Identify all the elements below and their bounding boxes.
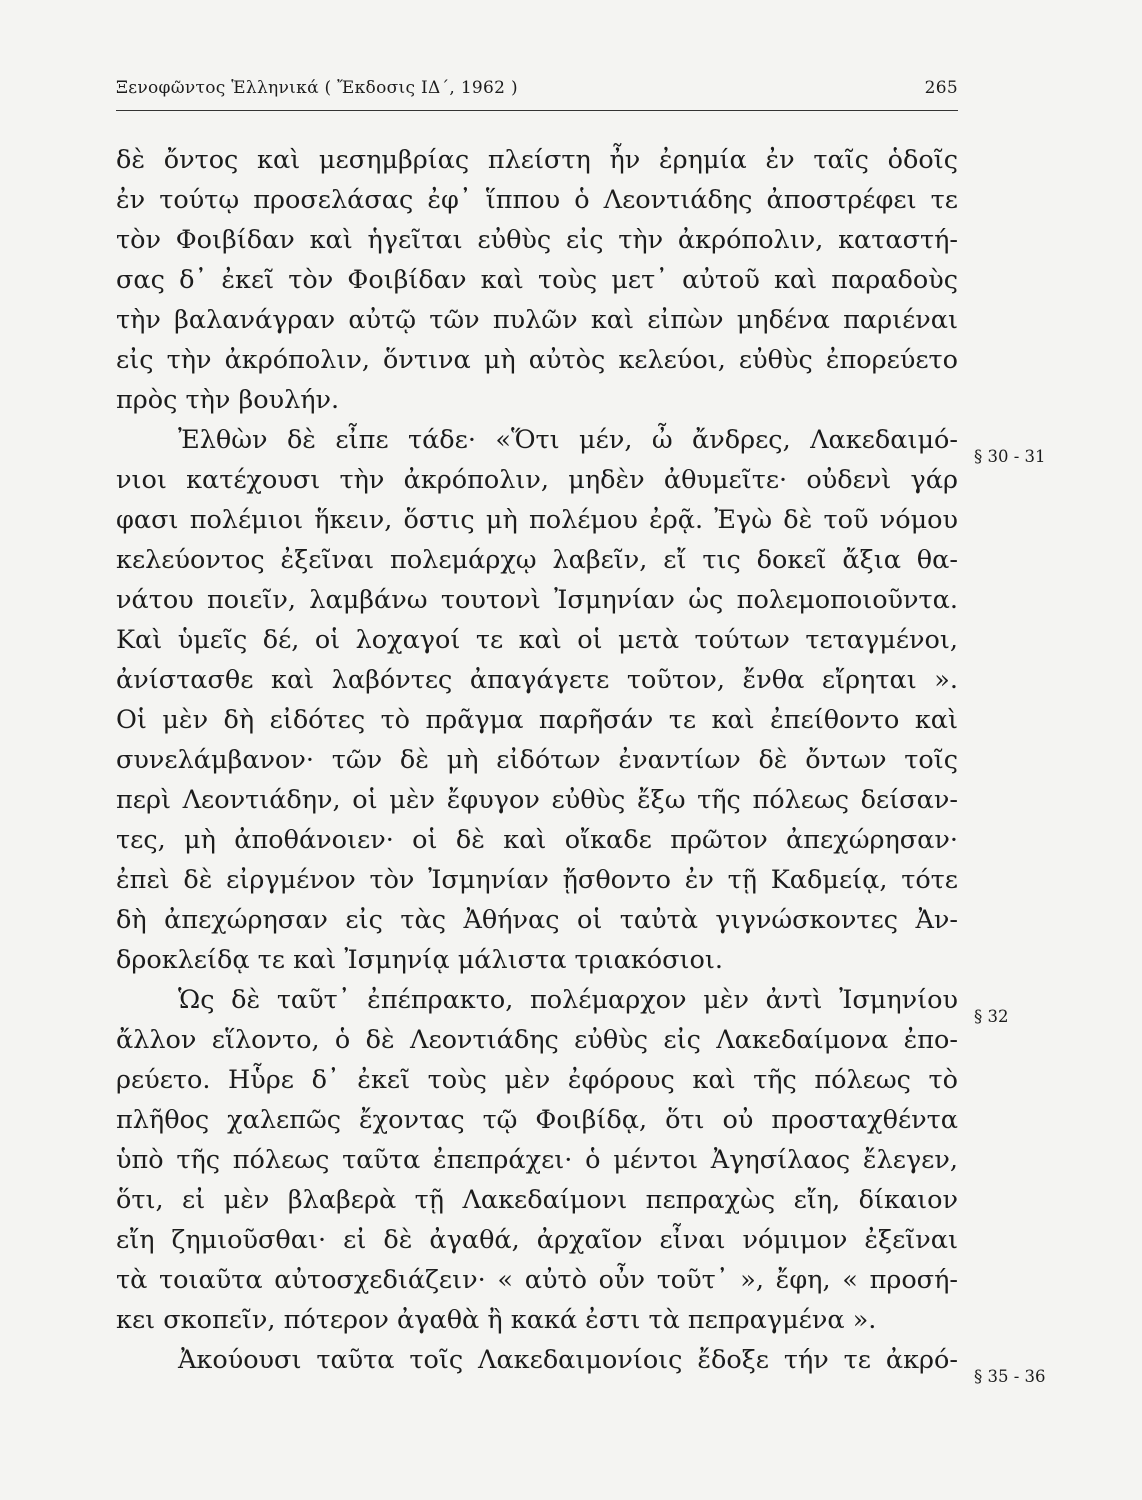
text-line: ἐν τούτῳ προσελάσας ἐφ᾿ ἵππου ὁ Λεοντιάδης ἀποστρέφει τε	[116, 185, 958, 215]
text-line: εἴη ζημιοῦσθαι· εἰ δὲ ἀγαθά, ἀρχαῖον εἶναι νόμιμον ἐξεῖναι	[116, 1225, 958, 1255]
marginal-section-ref: § 35 - 36	[974, 1367, 1046, 1386]
text-line: πλῆθος χαλεπῶς ἔχοντας τῷ Φοιβίδᾳ, ὅτι οὐ προσταχθέντα	[116, 1105, 958, 1135]
text-line: εἰς τὴν ἀκρόπολιν, ὅντινα μὴ αὐτὸς κελεύοι, εὐθὺς ἐπορεύετο	[116, 345, 958, 375]
text-line: τὸν Φοιβίδαν καὶ ἡγεῖται εὐθὺς εἰς τὴν ἀκρόπολιν, καταστή-	[116, 225, 958, 255]
text-line: Ἀκούουσι ταῦτα τοῖς Λακεδαιμονίοις ἔδοξε τήν τε ἀκρό-	[178, 1345, 958, 1375]
marginal-section-ref: § 30 - 31	[974, 447, 1046, 466]
text-line: φασι πολέμιοι ἥκειν, ὅστις μὴ πολέμου ἐρᾷ. Ἐγὼ δὲ τοῦ νόμου	[116, 505, 958, 535]
text-line: πρὸς τὴν βουλήν.	[116, 385, 340, 415]
text-line: δὲ ὄντος καὶ μεσημβρίας πλείστη ἦν ἐρημία ἐν ταῖς ὁδοῖς	[116, 145, 958, 175]
header-rule	[116, 110, 958, 111]
text-line: κελεύοντος ἐξεῖναι πολεμάρχῳ λαβεῖν, εἴ τις δοκεῖ ἄξια θα-	[116, 545, 958, 575]
marginal-section-ref: § 32	[974, 1007, 1009, 1026]
running-header	[116, 78, 958, 104]
text-line: νιοι κατέχουσι τὴν ἀκρόπολιν, μηδὲν ἀθυμεῖτε· οὐδενὶ γάρ	[116, 465, 958, 495]
header-title: Ξενοφῶντος Ἑλληνικά ( Ἔκδοσις ΙΔ΄, 1962 )	[116, 78, 518, 98]
text-line: νάτου ποιεῖν, λαμβάνω τουτονὶ Ἰσμηνίαν ὡς πολεμοποιοῦντα.	[116, 585, 958, 615]
text-line: συνελάμβανον· τῶν δὲ μὴ εἰδότων ἐναντίων δὲ ὄντων τοῖς	[116, 745, 958, 775]
text-line: ὑπὸ τῆς πόλεως ταῦτα ἐπεπράχει· ὁ μέντοι Ἀγησίλαος ἔλεγεν,	[116, 1145, 958, 1175]
text-line: ὅτι, εἰ μὲν βλαβερὰ τῇ Λακεδαίμονι πεπραχὼς εἴη, δίκαιον	[116, 1185, 958, 1215]
text-line: δὴ ἀπεχώρησαν εἰς τὰς Ἀθήνας οἱ ταὐτὰ γιγνώσκοντες Ἀν-	[116, 905, 958, 935]
text-line: ρεύετο. Ηὗρε δ᾿ ἐκεῖ τοὺς μὲν ἐφόρους καὶ τῆς πόλεως τὸ	[116, 1065, 958, 1095]
text-line: ἄλλον εἵλοντο, ὁ δὲ Λεοντιάδης εὐθὺς εἰς Λακεδαίμονα ἐπο-	[116, 1025, 958, 1055]
text-line: Ἐλθὼν δὲ εἶπε τάδε· «Ὅτι μέν, ὦ ἄνδρες, Λακεδαιμό-	[178, 425, 958, 455]
text-line: δροκλείδᾳ τε καὶ Ἰσμηνίᾳ μάλιστα τριακόσιοι.	[116, 945, 723, 975]
text-line: Οἱ μὲν δὴ εἰδότες τὸ πρᾶγμα παρῆσάν τε καὶ ἐπείθοντο καὶ	[116, 705, 958, 735]
text-line: τὴν βαλανάγραν αὐτῷ τῶν πυλῶν καὶ εἰπὼν μηδένα παριέναι	[116, 305, 958, 335]
text-line: κει σκοπεῖν, πότερον ἀγαθὰ ἢ κακά ἐστι τὰ πεπραγμένα ».	[116, 1305, 877, 1335]
text-line: ἀνίστασθε καὶ λαβόντες ἀπαγάγετε τοῦτον, ἔνθα εἴρηται ».	[116, 665, 958, 695]
page-number: 265	[924, 78, 958, 98]
text-line: περὶ Λεοντιάδην, οἱ μὲν ἔφυγον εὐθὺς ἔξω τῆς πόλεως δείσαν-	[116, 785, 958, 815]
text-line: τες, μὴ ἀποθάνοιεν· οἱ δὲ καὶ οἴκαδε πρῶτον ἀπεχώρησαν·	[116, 825, 958, 855]
text-line: ἐπεὶ δὲ εἰργμένον τὸν Ἰσμηνίαν ᾔσθοντο ἐν τῇ Καδμείᾳ, τότε	[116, 865, 958, 895]
text-line: σας δ᾿ ἐκεῖ τὸν Φοιβίδαν καὶ τοὺς μετ᾿ αὐτοῦ καὶ παραδοὺς	[116, 265, 958, 295]
text-line: Καὶ ὑμεῖς δέ, οἱ λοχαγοί τε καὶ οἱ μετὰ τούτων τεταγμένοι,	[116, 625, 958, 655]
text-line: τὰ τοιαῦτα αὐτοσχεδιάζειν· « αὐτὸ οὖν τοῦτ᾿ », ἔφη, « προσή-	[116, 1265, 958, 1295]
text-line: Ὡς δὲ ταῦτ᾿ ἐπέπρακτο, πολέμαρχον μὲν ἀντὶ Ἰσμηνίου	[178, 985, 958, 1015]
